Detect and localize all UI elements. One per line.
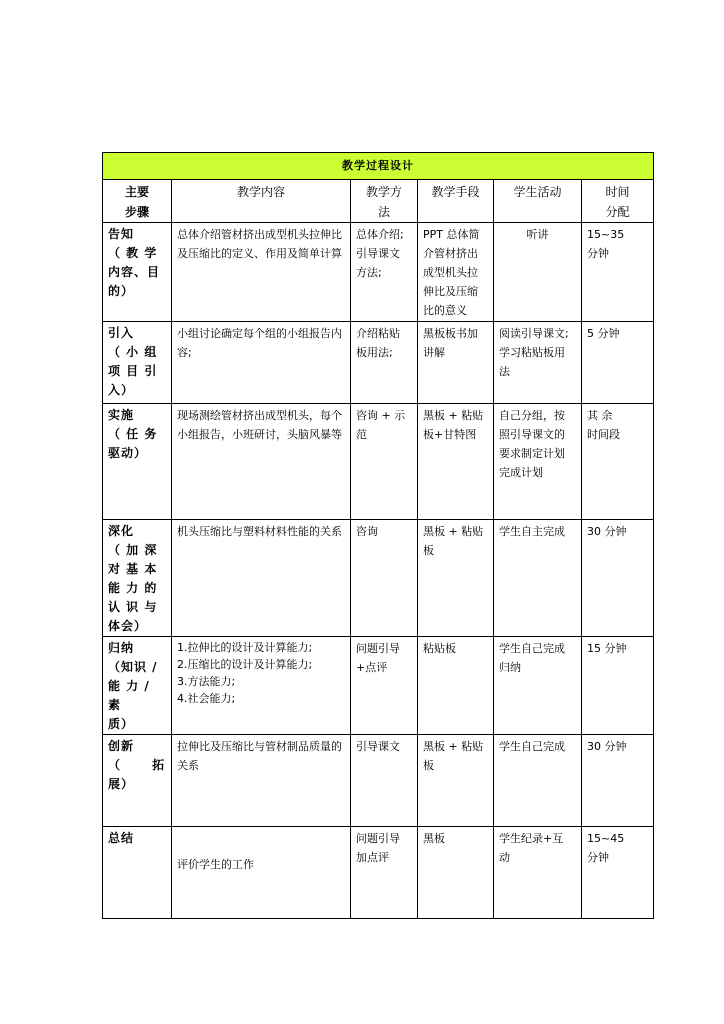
- row-means: 黑板 + 粘贴 板: [418, 735, 494, 827]
- row-step: 总结: [103, 827, 172, 919]
- row-means: 黑板 + 粘贴 板+甘特图: [418, 404, 494, 520]
- row-time: 30 分钟: [582, 520, 654, 637]
- row-means: 粘贴板: [418, 637, 494, 735]
- row-time: 30 分钟: [582, 735, 654, 827]
- row-method: 引导课文: [351, 735, 418, 827]
- table-title: 教学过程设计: [103, 153, 654, 180]
- row-content: 拉伸比及压缩比与管材制品质量的关系: [172, 735, 351, 827]
- table-row: [103, 223, 654, 322]
- row-time: 15~35 分钟: [582, 223, 654, 322]
- header-row: [103, 180, 654, 223]
- table-row: [103, 520, 654, 637]
- row-means: 黑板板书加 讲解: [418, 322, 494, 404]
- row-time: 其 余 时间段: [582, 404, 654, 520]
- row-method: 咨询: [351, 520, 418, 637]
- header-time-allocation: 时间 分配: [582, 180, 654, 223]
- header-teaching-content: 教学内容: [172, 180, 351, 223]
- row-content: 小组讨论确定每个组的小组报告内容;: [172, 322, 351, 404]
- header-student-activity: 学生活动: [494, 180, 582, 223]
- row-means: 黑板 + 粘贴 板: [418, 520, 494, 637]
- row-time: 5 分钟: [582, 322, 654, 404]
- row-step: 创新 （ 拓 展）: [103, 735, 172, 827]
- row-method: 问题引导 加点评: [351, 827, 418, 919]
- row-content: 现场测绘管材挤出成型机头，每个小组报告，小班研讨，头脑风暴等: [172, 404, 351, 520]
- row-method: 介绍粘贴 板用法;: [351, 322, 418, 404]
- row-activity: 自己分组，按 照引导课文的 要求制定计划 完成计划: [494, 404, 582, 520]
- header-main-steps: 主要 步骤: [103, 180, 172, 223]
- row-step: 告知 （ 教 学 内容、目 的）: [103, 223, 172, 322]
- row-activity: 学生自主完成: [494, 520, 582, 637]
- table-row: [103, 735, 654, 827]
- table-row: [103, 322, 654, 404]
- row-step: 引入 （ 小 组 项 目 引 入）: [103, 322, 172, 404]
- row-time: 15~45 分钟: [582, 827, 654, 919]
- row-time: 15 分钟: [582, 637, 654, 735]
- row-activity: 学生自己完成 归纳: [494, 637, 582, 735]
- table-row: [103, 637, 654, 735]
- row-content: 评价学生的工作: [172, 827, 351, 919]
- row-activity: 阅读引导课文; 学习粘贴板用 法: [494, 322, 582, 404]
- row-means: 黑板: [418, 827, 494, 919]
- row-method: 咨询 + 示 范: [351, 404, 418, 520]
- row-step: 实施 （ 任 务 驱动）: [103, 404, 172, 520]
- table-row: [103, 404, 654, 520]
- row-content: 机头压缩比与塑料材料性能的关系: [172, 520, 351, 637]
- row-activity: 学生自己完成: [494, 735, 582, 827]
- lesson-process-table: [102, 152, 654, 919]
- row-method: 总体介绍; 引导课文 方法;: [351, 223, 418, 322]
- row-activity: 学生纪录+互 动: [494, 827, 582, 919]
- row-step: 深化 （ 加 深 对 基 本 能 力 的 认 识 与 体会）: [103, 520, 172, 637]
- row-activity: 听讲: [494, 223, 582, 322]
- header-teaching-method: 教学方 法: [351, 180, 418, 223]
- row-means: PPT 总体简 介管材挤出 成型机头拉 伸比及压缩 比的意义: [418, 223, 494, 322]
- row-content: 1.拉伸比的设计及计算能力; 2.压缩比的设计及计算能力; 3.方法能力; 4.社会能力;: [172, 637, 351, 735]
- row-step: 归纳 （知识 / 能 力 / 素 质）: [103, 637, 172, 735]
- title-row: [103, 153, 654, 180]
- header-teaching-means: 教学手段: [418, 180, 494, 223]
- table-row: [103, 827, 654, 919]
- row-content: 总体介绍管材挤出成型机头拉伸比及压缩比的定义、作用及简单计算: [172, 223, 351, 322]
- row-method: 问题引导 +点评: [351, 637, 418, 735]
